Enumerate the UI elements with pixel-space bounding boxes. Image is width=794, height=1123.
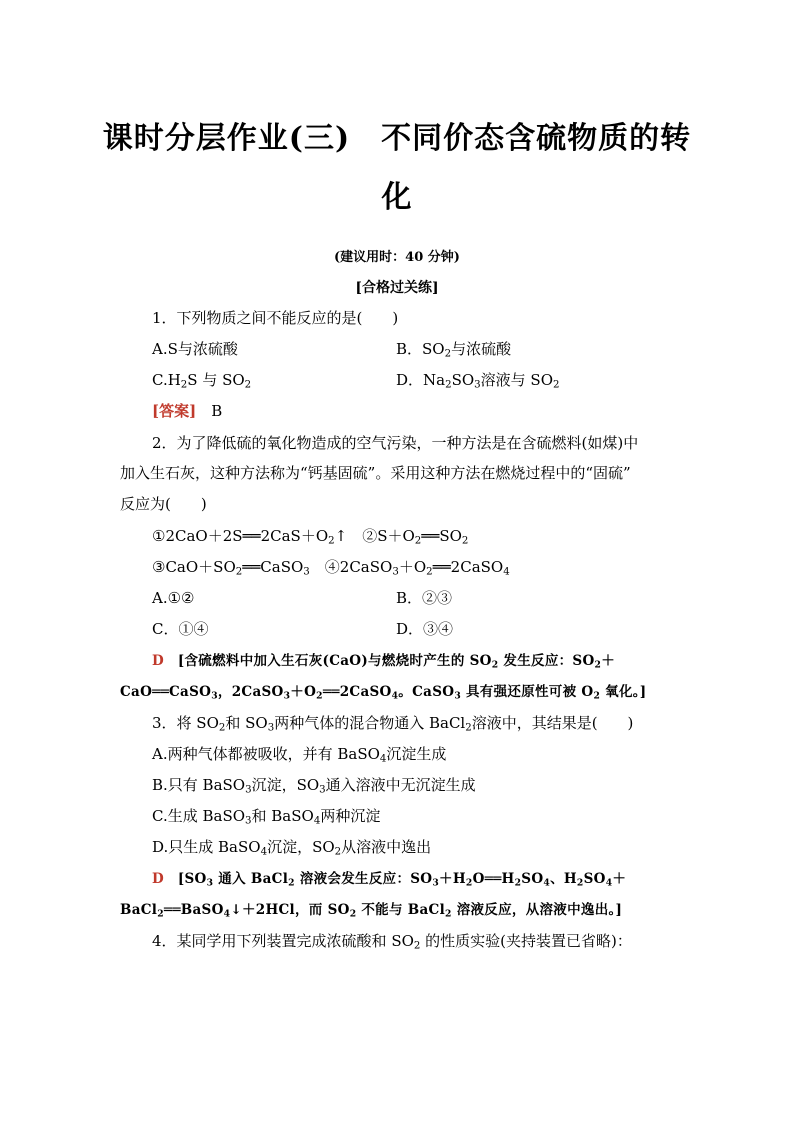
q2-stem-line1: 2．为了降低硫的氧化物造成的空气污染，一种方法是在含硫燃料(如煤)中 xyxy=(152,434,639,452)
q2-explanation-line2: CaO══CaSO$_3$，$2CaSO_3+O_2══2CaSO_4$。CaSO$_3$ 具有强还原性可被 $O_2$ 氧化。] xyxy=(120,684,647,702)
q1-option-c: $C.H_2S$ 与 $SO_2$ xyxy=(152,371,252,391)
q3-option-a: A.两种气体都被吸收，并有 BaSO$_4$沉淀生成 xyxy=(152,745,447,765)
q1-stem: 1．下列物质之间不能反应的是( ) xyxy=(152,309,399,327)
q2-equations-line2: $③CaO+SO_2══CaSO_3$ $④2CaSO_3+O_2══2CaSO_4$ xyxy=(152,558,510,578)
q2-answer-letter: D xyxy=(152,653,165,669)
q2-option-b: B．②③ xyxy=(396,589,453,607)
q3-explanation-line2: BaCl$_2$══BaSO$_4$↓＋2HCl，而 $SO_2$ 不能与 BaCl$_2$ 溶液反应，从溶液中逸出。] xyxy=(120,902,623,920)
q2-explanation-line1: D [含硫燃料中加入生石灰(CaO)与燃烧时产生的 $SO_2$ 发生反应：$SO_2+$ xyxy=(152,653,616,671)
q1-option-d: D．$Na_2SO_3$溶液与 $SO_2$ xyxy=(396,371,560,391)
q1-option-a: A.S与浓硫酸 xyxy=(152,340,238,358)
q4-stem: 4．某同学用下列装置完成浓硫酸和 $SO_2$ 的性质实验(夹持装置已省略)： xyxy=(152,932,632,952)
q2-stem-line3: 反应为( ) xyxy=(120,495,207,513)
q2-option-d: D．③④ xyxy=(396,620,454,638)
answer-tag: [答案] xyxy=(152,402,197,420)
q3-option-d: D.只生成 BaSO$_4$沉淀，$SO_2$从溶液中逸出 xyxy=(152,838,432,858)
q3-explanation-line1: D [$SO_3$ 通入 BaCl$_2$ 溶液会发生反应：$SO_3+H_2O══H_2SO_4$、$H_2SO_4+$ xyxy=(152,871,627,889)
q2-option-a: A.①② xyxy=(152,589,195,607)
q1-option-b: B．$SO_2$与浓硫酸 xyxy=(396,340,512,360)
suggested-time: (建议用时：40 分钟) xyxy=(334,250,460,265)
q3-stem: 3．将 $SO_2$和 $SO_3$两种气体的混合物通入 BaCl$_2$溶液中，其结果是( ) xyxy=(152,714,634,734)
q3-answer-letter: D xyxy=(152,871,165,887)
section-heading: [合格过关练] xyxy=(355,280,439,296)
q2-stem-line2: 加入生石灰，这种方法称为“钙基固硫”。采用这种方法在燃烧过程中的“固硫” xyxy=(120,464,631,482)
page-title-line2: 化 xyxy=(381,180,413,215)
q1-answer: [答案] B xyxy=(152,402,223,420)
q2-equations-line1: $①2CaO+2S══2CaS+O_2↑$ $②S+O_2══SO_2$ xyxy=(152,527,469,547)
q3-option-b: B.只有 BaSO$_3$沉淀，$SO_3$通入溶液中无沉淀生成 xyxy=(152,776,476,796)
page-title-line1: 课时分层作业(三) 不同价态含硫物质的转 xyxy=(102,121,692,156)
q3-option-c: C.生成 BaSO$_3$和 BaSO$_4$两种沉淀 xyxy=(152,807,381,827)
q2-option-c: C．①④ xyxy=(152,620,209,638)
